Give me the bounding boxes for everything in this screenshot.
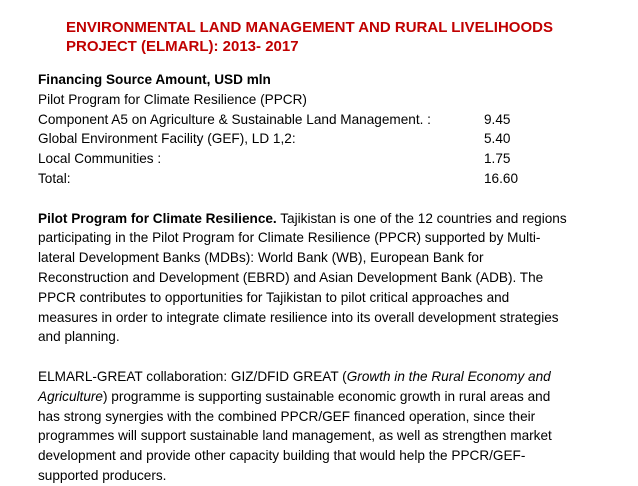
ppcr-line-1-text: Tajikistan is one of the 12 countries and regions [276, 210, 567, 226]
financing-row-value: 5.40 [484, 131, 511, 147]
slide-body [38, 70, 618, 486]
financing-row [38, 110, 618, 130]
financing-total-label: Total: [38, 170, 71, 186]
ppcr-line: participating in the Pilot Program for Climate Resilience (PPCR) supported by Multi- [38, 230, 541, 246]
financing-row-label: Local Communities : [38, 151, 162, 167]
great-line-2-italic: Agriculture [38, 388, 103, 404]
financing-total-value: 16.60 [484, 170, 519, 186]
financing-row-label: Component A5 on Agriculture & Sustainable Land Management. : [38, 111, 431, 127]
financing-row [38, 129, 618, 149]
financing-heading: Financing Source Amount, USD mln [38, 72, 271, 87]
spacer [38, 189, 618, 209]
great-line-2-suffix: ) programme is supporting sustainable economic growth in rural areas and [102, 388, 551, 404]
ppcr-line [38, 209, 618, 229]
slide-title [66, 18, 586, 56]
title-line-2: PROJECT (ELMARL): 2013- 2017 [66, 38, 299, 55]
ppcr-line: measures in order to integrate climate resilience into its overall development strategies [38, 309, 559, 325]
great-line: has strong synergies with the combined PPCR/GEF financed operation, since their [38, 408, 536, 424]
ppcr-line: PPCR contributes to opportunities for Tajikistan to pilot critical approaches and [38, 289, 510, 305]
great-line [38, 367, 618, 387]
financing-row-label: Global Environment Facility (GEF), LD 1,2: [38, 131, 296, 147]
title-line-1: ENVIRONMENTAL LAND MANAGEMENT AND RURAL LIVELIHOODS [66, 19, 553, 36]
great-line-1-prefix: ELMARL-GREAT collaboration: GIZ/DFID GREAT ( [38, 368, 347, 384]
financing-row-total [38, 169, 618, 189]
financing-program: Pilot Program for Climate Resilience (PPCR) [38, 91, 307, 107]
ppcr-paragraph [38, 209, 618, 348]
great-line: supported producers. [38, 467, 167, 483]
great-line-1-italic: Growth in the Rural Economy and [346, 368, 551, 384]
financing-row-value: 9.45 [484, 111, 511, 127]
great-line [38, 387, 618, 407]
financing-row-value: 1.75 [484, 151, 511, 167]
financing-row [38, 149, 618, 169]
spacer [38, 347, 618, 367]
great-paragraph [38, 367, 618, 486]
ppcr-line: lateral Development Banks (MDBs): World Bank (WB), European Bank for [38, 250, 484, 266]
ppcr-line: Reconstruction and Development (EBRD) and Asian Development Bank (ADB). The [38, 269, 544, 285]
ppcr-heading: Pilot Program for Climate Resilience. [38, 210, 277, 226]
great-line: development and provide other capacity building that would help the PPCR/GEF- [38, 448, 526, 464]
ppcr-line: and planning. [38, 329, 120, 345]
great-line: programmes will support sustainable land management, as well as strengthen market [38, 428, 552, 444]
